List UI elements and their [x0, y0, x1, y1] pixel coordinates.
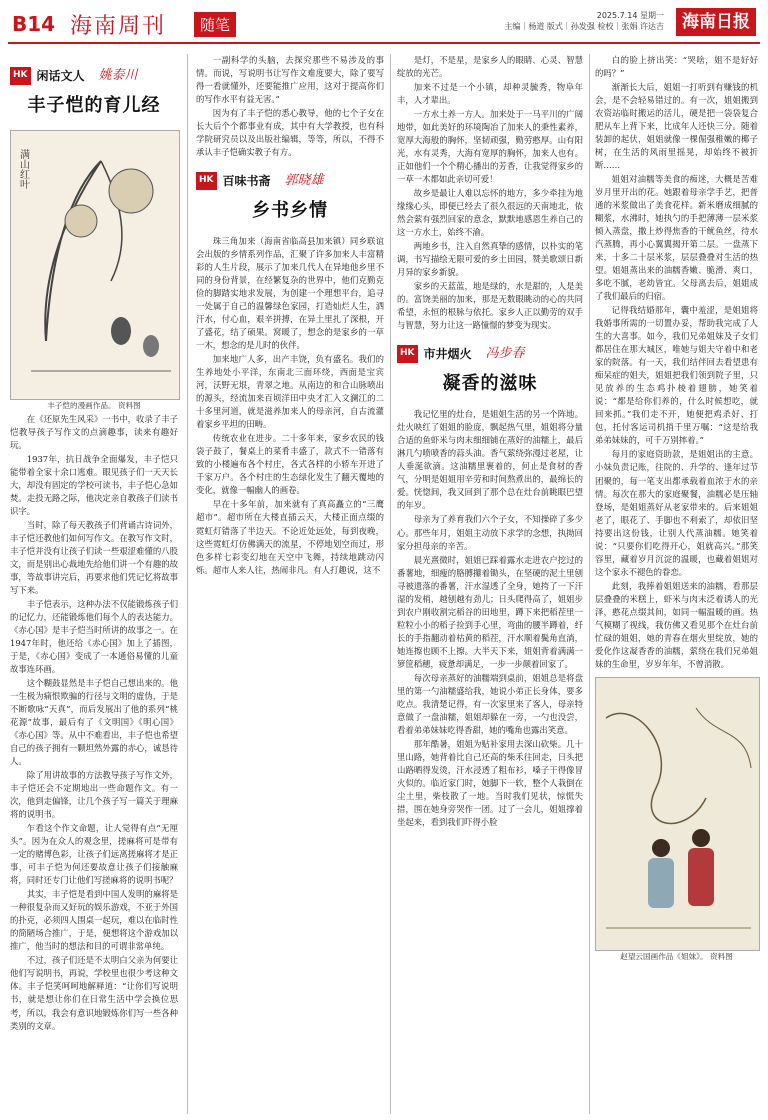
paragraph: 白的脸上挤出笑：“哭啥，姐不是好好的吗？” — [595, 55, 758, 79]
header-meta — [504, 10, 664, 32]
column-header-1 — [10, 66, 178, 86]
column-2 — [196, 54, 384, 578]
article-title: 凝香的滋味 — [442, 373, 538, 395]
brand-title: 海南周刊 — [70, 14, 167, 39]
paragraph: 是灯，不是星，是家乡人的眼睛、心灵、智慧绽放的光芒。 — [397, 55, 583, 79]
image-caption: 赵望云国画作品《姐妹》。 资料图 — [620, 951, 733, 961]
newspaper-logo: 海南日报 — [676, 8, 756, 36]
paragraph: 母亲为了养育我们六个子女，不知操碎了多少心。那些年月，姐姐主动放下求学的念想，执拗回家分担母亲的辛苦。 — [397, 514, 583, 551]
column-divider — [589, 54, 590, 1114]
author-signature: 冯步春 — [485, 346, 525, 362]
paragraph: 丰子恺表示，这种办法不仅能锻炼孩子们的记忆力，还能锻炼他们每个人的表达能力。《赤心国》是丰子恺当时所讲的故事之一。在1947年时，他还给《赤心国》加上了插图，于是，《赤心国》变成了一本通俗易懂的儿童故事连环画。 — [10, 599, 178, 675]
column-name: 闲话文人 — [36, 68, 85, 83]
column-3 — [397, 54, 583, 830]
paragraph: 在《还原先生风采》一书中，收录了丰子恺教导孩子写作文的点滴趣事，读来有趣好玩。 — [10, 413, 178, 450]
column-name: 市井烟火 — [423, 347, 472, 362]
paragraph: 这个糊鼓显然是丰子恺自己想出来的。他一生极为痛恨欺骗的行径与文明的虚伪，于是不断歌咏“天真”，而后发展出了他的系列“桃花源”故事，最后有了《文明国》《明心国》《赤心国》等。从中不难看出，丰子恺也希望自己的孩子拥有一颗坦然外露的赤心，诚恳待人。 — [10, 678, 178, 767]
paragraph: 1937年，抗日战争全面爆发，丰子恺只能带着全家十余口逃难。眼见孩子们一天天长大，却没有固定的学校可读书，丰子恺心急如焚。走投无路之际，他决定亲自教孩子们读书识字。 — [10, 453, 178, 516]
paragraph: 两地乡书，注入自然真挚的感情，以朴实的笔调，书写描绘无限可爱的乡土田园，赞美歌颂日新月异的家乡新貌。 — [397, 241, 583, 278]
column-divider — [390, 54, 391, 1114]
paragraph: 除了用讲故事的方法教导孩子写作文外，丰子恺还会不定期地出一些命题作文。有一次，他到走偏锋，让几个孩子写一篇关于理麻将的说明书。 — [10, 770, 178, 820]
issue-date: 2025.7.14 星期一 — [596, 11, 664, 20]
column-header-2 — [196, 171, 384, 191]
hk-badge: HK — [10, 67, 31, 85]
painting-drawing — [596, 678, 759, 950]
hk-badge: HK — [397, 345, 418, 363]
paragraph: 加来地广人多，出产丰饶，负有盛名。我们的生养地处小平洋，东南北三面环绕，西面是宝宾河，沃野无垠，青翠之地。从南边的和合山脉喷出的源头，经流加来百顷洋田中央才汇入文澜江的二十多里河道，就是滋养加来人的母亲河，自古流灌着家乡平坦的田畴。 — [196, 354, 384, 430]
column-4 — [595, 54, 758, 964]
paragraph: 记得我结婚那年，囊中羞涩，是姐姐将我婚事所需的一切置办妥，帮助我完成了人生的大喜事。如今，我们兄弟姐妹及子女们都居住在那大城区，唯她与姐夫守着中和老家的院落。有一天，我们结伴回去看望患有痴呆症的姐夫，姐姐把我们领到院子里，只见放养的生态鸡扑棱着翅膀，她笑着说：“都是给你们养的，什么时候想吃，就回来抓。”我们走不开，她便把鸡杀好、打包，托付客运司机捎千里万嘱：“这是给我弟弟妹妹的，可千万别摔着。” — [595, 305, 758, 446]
page-header — [8, 6, 760, 44]
paragraph: 每次母亲蒸好的油糯端到桌前，姐姐总是将盘里的第一勺油糯盛给我，她说小弟正长身体，要多吃点。我清楚记得，有一次家里来了客人，母亲特意做了一盘油糯，姐姐却躲在一旁，一勺也没尝，看着弟弟妹妹吃得香甜，她的嘴角也露出笑意。 — [397, 672, 583, 735]
paragraph: 乍看这个作文命题，让人觉得有点“无厘头”。因为在众人的观念里，搓麻将可是带有一定的赌博色彩，让孩子们远离搓麻将才是正事，可丰子恺为何还要故意让孩子们接触麻将，同时还专门让他们写搓麻将的说明书呢？ — [10, 823, 178, 886]
column-header-3 — [397, 344, 583, 364]
page-number: B14 — [12, 12, 56, 36]
hk-badge: HK — [196, 172, 217, 190]
paragraph: 不过，孩子们还是不太明白父亲为何要让他们写说明书，再说，学校里也很少考这种文体。丰子恺笑呵呵地解释道：“让你们写说明书，就是想让你们在日常生活中学会换位思考，所以，我会有意识地锻炼你们写一些各种类别的文章。 — [10, 955, 178, 1031]
author-signature: 姚泰川 — [98, 68, 138, 83]
column-1 — [10, 54, 178, 1034]
paragraph: 姐姐对油糯等美食的痴迷，大概是苦难岁月里开出的花。她跟着母亲学手艺，把普通的米浆做出了美食花样。新米磨成细腻的糊浆，水沸时，她执勺的手把薄薄一层米浆倾入蒸盘，撒上炒得焦香的干鱿鱼丝，待水汽蒸腾，再小心翼翼揭开第二层。一盘蒸下来，十多二十层米浆，层层叠叠对生活的热望。姐姐蒸出来的油糯香嫩、脆滑、爽口，多吃不腻，老幼皆宜。父母离去后，姐姐成了我们最后的归宿。 — [595, 174, 758, 302]
paragraph: 故乡是最让人难以忘怀的地方，多少牵挂为地缘缘心头，即便已经去了很久很远的天南地北，依然会萦有强烈回家的意念，默默地感恩生养自己的这一方水土，始终不渝。 — [397, 188, 583, 238]
paragraph: 早在十多年前，加来就有了真高矗立的“三鹰超市”。超市所在大楼直插云天，大楼正面点缀的霓虹灯错落了半边天。不论近处远处，每到夜晚，这些霓虹灯仿佛满天的流星，不停地划空而过，形色多样七彩变幻地在天空中飞舞，持续地跳动闪烁。超市人来人往，热闹非凡。有人打趣说，这不 — [196, 499, 384, 575]
paragraph: 珠三角加来（海南省临高县加来镇）同乡联谊会出版的乡情系列作品，汇聚了许多加来人丰富精彩的人生片段，展示了加来几代人在异地他乡里不同的身份背景，在经繁复杂的世界中，他们克勤克俭的脚踏实地求发展，为创建一个理想平台，追寻一处属于自己的温馨绿色家园，打造灿烂人生，洒汗水，付心血，艰辛拼搏，在异土里扎了深根，开了盛花，结了硕果。窝暖了，想念的是家乡的一草一木，想念的是儿时的伙伴。 — [196, 236, 384, 351]
column-name: 百味书斋 — [222, 173, 271, 188]
paragraph: 其实，丰子恺是看到中国人发明的麻将是一种很复杂而又好玩的娱乐游戏，不亚于外国的扑克，必须四人围桌一起玩，难以在临时性的简陋场合推广，于是，便想将这个游戏加以推广，他当时的想法和目的可谓非常单纯。 — [10, 889, 178, 952]
painting-illustration — [595, 677, 760, 951]
paragraph: 家乡的天蓝蓝，地是绿的，水是甜的，人是美的。富饶美丽的加来，那是无数眼眺动的心的共同希望，永恒的根脉与依托。家乡人正以勤劳的双手与智慧，努力让这一路憧憬的梦变为现实。 — [397, 281, 583, 331]
paragraph: 加来不过是一个小镇，却种灵毓秀，物阜年丰，人才辈出。 — [397, 82, 583, 106]
image-caption: 丰子恺的漫画作品。 资料图 — [47, 401, 141, 411]
paragraph: 晨光熹微时，姐姐已踩着露水走进农户挖过的番薯地，细瘦的胳膊攥着锄头，在坚硬的泥土里刨寻被遗落的番薯，汗水湿透了全身，她挎了一下汗湿的发梢，越刨越有劲儿；日头爬得高了，姐姐步到农户刚收割完稻谷的田地里，蹲下来把稻茬里一粒粒小小的稻子捡到手心里，弯曲的腰半蹲着，纤长的手指翻动着枯黄的稻茬，汗水顺着鬓角直淌，她连擦也顾不上擦。大半天下来，姐姐背着满满一箩筐稻穗，疲惫却满足，一步一步颠着回家了。 — [397, 554, 583, 669]
paragraph: 我记忆里的灶台，是姐姐生活的另一个阵地。灶火映红了姐姐的脸庞，飘起热气里，姐姐将分量合适的鱼虾米与肉末细细铺在蒸好的油糯上，最后淋几勺喷喷香的蒜头油。香气萦绕弥漫过老屋，让人垂涎欲滴。这油糯里裹着的，何止是食材的香气，分明是姐姐用辛劳和时间熬煮出的，最绵长的爱。恍惚间，我又回到了那个总在灶台前眺眼巴望的年岁。 — [397, 409, 583, 511]
paragraph: 一方水土养一方人。加来处于一马平川的广阔地带，如此美好的环境陶冶了加来人的秉性素养，宽厚大海般的胸怀，坚韧顽强，勤劳憨厚。山有阳光，水有灵秀，大海有宽厚的胸怀，加来人也有。正如他们一个个精心播出的芳香，让我觉得家乡的一草一木都如此亲切可爱！ — [397, 109, 583, 185]
paragraph: 因为有了丰子恺的悉心教导，他的七个子女在长大后个个都事业有成，其中有大学教授，也有科学院研究员以及出版社编辑，等等，所以，不得不承认丰子恺确实教子有方。 — [196, 108, 384, 158]
column-divider — [187, 54, 188, 1114]
staff-line: 主编｜杨道 版式｜孙发强 检校｜张娟 许达吉 — [504, 22, 664, 32]
section-label: 随笔 — [194, 12, 236, 37]
paragraph: 此刻，我捧着姐姐送来的油糯，看那层层叠叠的米糕上，虾米与肉末泛着诱人的光泽，憨花点缀其间，如同一幅温暖的画。热气模糊了视线，我仿佛又看见那个在灶台前忙碌的姐姐，她的青春在烟火里绽放，她的爱化作这凝香香的油糯，萦绕在我们兄弟姐妹的生命里，岁岁年年，不曾消散。 — [595, 580, 758, 669]
paragraph: 传统农业在进步。二十多年来，家乡农民的钱袋子鼓了，餐桌上的菜肴丰盛了，款式不一错落有致的小楼遍布各个村庄，各式各样的小轿车开进了千家万户。各个村庄的生态绿化发生了翻天覆地的变化，就像一幅幽人的画卷。 — [196, 433, 384, 496]
author-signature: 郭晓雄 — [284, 173, 324, 189]
cartoon-illustration — [10, 130, 180, 400]
paragraph: 那年酷暑，姐姐为贴补家用去深山砍柴。几十里山路，她背着比自己还高的柴禾往回走，日头把山路晒得发烫，汗水浸透了粗布衫，嗓子干得像冒火似的。临近家门时，她脚下一软，整个人栽倒在尘土里，柴枝散了一地。当时我们见状，惊慌失措，围在她身旁哭作一团。过了一会儿，姐姐撑着坐起来，看到我们吓得小脸 — [397, 738, 583, 827]
paragraph: 每月的家庭资助款，是姐姐出的主意。小妹负责记账，往院的、升学的、逢年过节团聚的，每一笔支出都承载着血浓于水的亲情。每次在那大的家庭聚餐，油糯必是压轴登场，是姐姐蒸好从老家带来的。后来姐姐老了，眼花了、手脚也不利索了，却依旧坚持要出这份钱，让别人代蒸油糯。她笑着说：“只要你们吃得开心，姐就高兴。”那笑容里，藏着岁月沉淀的温暖，也藏着姐姐对这个家永不褪色的眷恋。 — [595, 449, 758, 577]
article-title: 乡书乡情 — [252, 200, 328, 222]
paragraph: 当时，除了每天教孩子们背诵古诗词外，丰子恺还教他们如何写作文。在教写作文时，丰子恺并没有让孩子们读一些艰涩难懂的八股文，而是别出心裁地先给他们讲一个有趣的故事，等故事讲完后，再要求他们凭记忆将故事写下来。 — [10, 519, 178, 595]
cartoon-drawing — [11, 131, 179, 399]
article-title: 丰子恺的育儿经 — [27, 95, 161, 117]
svg-text:满山红叶: 满山红叶 — [17, 149, 29, 190]
paragraph: 渐渐长大后，姐姐一打听到有赚钱的机会，是不会轻易错过的。有一次，姐姐搬到农资站临时搬运的活儿，硬是把一袋袋复合肥从车上背下来，比成年人还快三分。随着装卸的起伏，姐姐就像一棵倔强稚嫩的椰子树，在生活的风雨里摇晃，却始终不被折断…… — [595, 82, 758, 171]
paragraph: 一副科学的头脑，去探究那些不易涉及的事情。而说，写说明书让写作文难度要大，除了要写得一看就懂外，还要能推广应用，这对于提高你们的写作水平有益无害。” — [196, 55, 384, 105]
